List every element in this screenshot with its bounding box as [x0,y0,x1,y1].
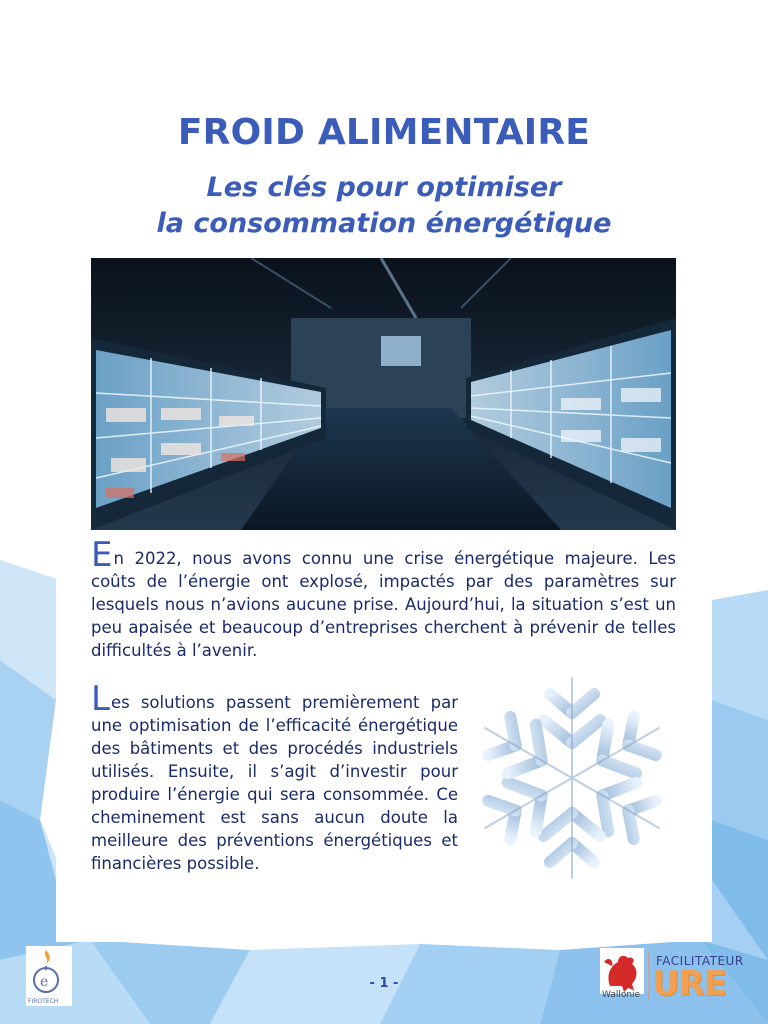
logo-divider [648,952,649,1000]
svg-text:FIROTECH: FIROTECH [28,998,59,1005]
paragraph-intro [91,535,676,662]
wallonie-rooster-icon [600,948,644,994]
facilitateur-label: FACILITATEUR [656,954,744,968]
page-title: FROID ALIMENTAIRE [177,112,591,153]
snowflake-icon [462,668,682,888]
ure-label: URE [652,964,727,1004]
page-subtitle [0,170,768,242]
subtitle-line-1: Les clés pour optimiser [206,172,562,203]
freezer-aisle-photo [91,258,676,530]
page-number: - 1 - [369,976,399,991]
wallonie-label: Wallonie [602,990,641,1000]
subtitle-line-2: la consommation énergétique [156,208,612,239]
paragraph-solutions [91,679,458,875]
facilitateur-ure-logo [600,948,752,1004]
svg-text:e: e [40,974,49,990]
drop-cap: E [91,535,113,575]
paragraph-intro-text: n 2022, nous avons connu une crise énergétique majeure. Les coûts de l’énergie ont explosé, impactés par des paramètres sur lesquels nous n’avions aucune prise. Aujourd’hui, la situation s’est un peu apaisée et beaucoup d’entreprises cherchent à prévenir de telles difficultés à l’avenir. [91,549,676,660]
paragraph-solutions-text: es solutions passent premièrement par une optimisation de l’efficacité énergétique des bâtiments et des procédés industriels utilisés. Ensuite, il s’agit d’investir pour produire l’énergie qui sera consommée. Ce cheminement est sans aucun doute la meilleure des préventions énergétiques et financières possible. [91,693,458,873]
drop-cap: L [91,679,110,719]
